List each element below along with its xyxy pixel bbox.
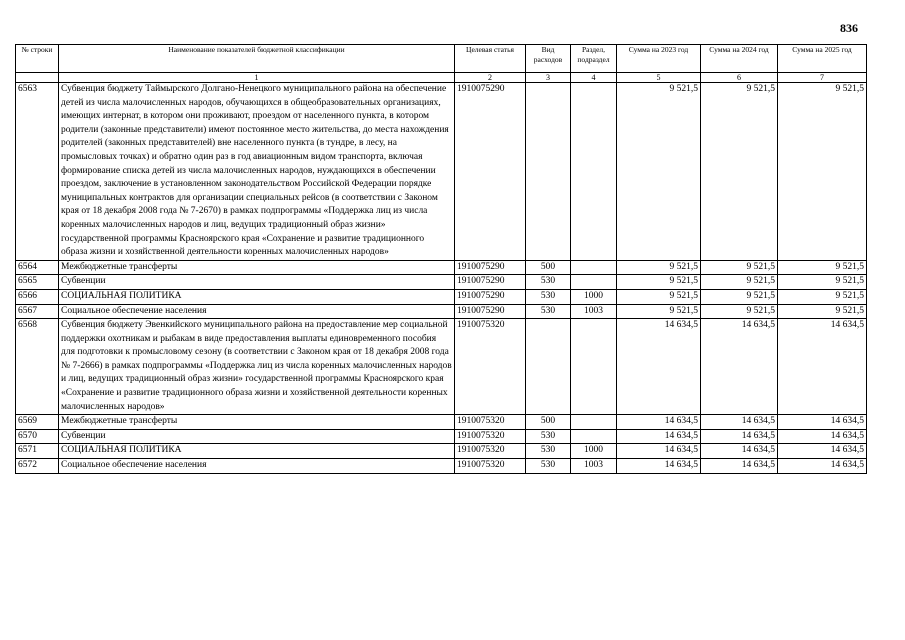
row-name: СОЦИАЛЬНАЯ ПОЛИТИКА <box>59 444 455 459</box>
row-name: Межбюджетные трансферты <box>59 260 455 275</box>
row-section <box>571 415 617 430</box>
row-name: Социальное обеспечение населения <box>59 304 455 319</box>
row-sum-2025: 9 521,5 <box>778 304 867 319</box>
row-target: 1910075290 <box>455 83 526 261</box>
row-section: 1003 <box>571 304 617 319</box>
row-name: Межбюджетные трансферты <box>59 415 455 430</box>
table-row <box>16 275 867 290</box>
row-section <box>571 319 617 415</box>
row-target: 1910075290 <box>455 289 526 304</box>
row-name: Социальное обеспечение населения <box>59 459 455 474</box>
row-name: СОЦИАЛЬНАЯ ПОЛИТИКА <box>59 289 455 304</box>
row-expense-type: 500 <box>526 260 571 275</box>
column-number-blank <box>16 73 59 83</box>
budget-table <box>15 44 867 474</box>
row-sum-2025: 9 521,5 <box>778 289 867 304</box>
row-sum-2024: 9 521,5 <box>701 260 778 275</box>
row-sum-2024: 14 634,5 <box>701 319 778 415</box>
row-expense-type: 500 <box>526 415 571 430</box>
row-sum-2025: 14 634,5 <box>778 415 867 430</box>
row-name: Субвенция бюджету Эвенкийского муниципального района на предоставление мер социальной поддержки охотникам и рыбакам в виде предоставления выплаты единовременного пособия для подготовки к промысловому сезону (в соответствии с Законом края от 18 декабря 2008 года № 7-2666) в рамках подпрограммы «Поддержка лиц из числа коренных малочисленных народов и лиц, ведущих традиционный образ жизни» государственной программы Красноярского края «Сохранение и развитие традиционного образа жизни и хозяйственной деятельности коренных малочисленных народов» <box>59 319 455 415</box>
row-sum-2024: 9 521,5 <box>701 83 778 261</box>
table-row <box>16 444 867 459</box>
row-expense-type: 530 <box>526 429 571 444</box>
row-sum-2025: 9 521,5 <box>778 260 867 275</box>
table-row <box>16 459 867 474</box>
row-target: 1910075320 <box>455 459 526 474</box>
row-number: 6563 <box>16 83 59 261</box>
row-target: 1910075320 <box>455 429 526 444</box>
row-sum-2023: 9 521,5 <box>617 275 701 290</box>
header-sum-2024: Сумма на 2024 год <box>701 45 778 73</box>
row-sum-2024: 9 521,5 <box>701 304 778 319</box>
row-sum-2025: 9 521,5 <box>778 83 867 261</box>
row-section: 1003 <box>571 459 617 474</box>
row-sum-2025: 14 634,5 <box>778 459 867 474</box>
row-section <box>571 260 617 275</box>
table-row <box>16 304 867 319</box>
row-sum-2024: 9 521,5 <box>701 275 778 290</box>
row-target: 1910075320 <box>455 415 526 430</box>
row-sum-2023: 9 521,5 <box>617 260 701 275</box>
row-sum-2023: 14 634,5 <box>617 459 701 474</box>
row-sum-2024: 14 634,5 <box>701 429 778 444</box>
table-row <box>16 260 867 275</box>
page-number: 836 <box>840 21 858 35</box>
header-expense-type: Вид расходов <box>526 45 571 73</box>
header-name: Наименование показателей бюджетной классификации <box>59 45 455 73</box>
column-number: 4 <box>571 73 617 83</box>
row-section: 1000 <box>571 289 617 304</box>
row-expense-type: 530 <box>526 289 571 304</box>
table-row <box>16 319 867 415</box>
column-number: 1 <box>59 73 455 83</box>
table-row <box>16 83 867 261</box>
row-name: Субвенции <box>59 275 455 290</box>
row-target: 1910075290 <box>455 304 526 319</box>
row-target: 1910075290 <box>455 275 526 290</box>
row-sum-2023: 9 521,5 <box>617 83 701 261</box>
column-number: 2 <box>455 73 526 83</box>
header-sum-2023: Сумма на 2023 год <box>617 45 701 73</box>
row-section: 1000 <box>571 444 617 459</box>
row-number: 6566 <box>16 289 59 304</box>
row-number: 6568 <box>16 319 59 415</box>
table-row <box>16 429 867 444</box>
row-number: 6572 <box>16 459 59 474</box>
column-number: 3 <box>526 73 571 83</box>
table-row <box>16 289 867 304</box>
column-number: 5 <box>617 73 701 83</box>
row-expense-type: 530 <box>526 304 571 319</box>
row-sum-2024: 14 634,5 <box>701 459 778 474</box>
table-row <box>16 415 867 430</box>
row-sum-2024: 14 634,5 <box>701 415 778 430</box>
column-number: 6 <box>701 73 778 83</box>
header-sum-2025: Сумма на 2025 год <box>778 45 867 73</box>
row-name: Субвенции <box>59 429 455 444</box>
row-sum-2025: 14 634,5 <box>778 429 867 444</box>
row-sum-2023: 14 634,5 <box>617 429 701 444</box>
column-number-row <box>16 73 867 83</box>
row-expense-type <box>526 83 571 261</box>
column-number: 7 <box>778 73 867 83</box>
row-sum-2023: 14 634,5 <box>617 444 701 459</box>
row-expense-type: 530 <box>526 444 571 459</box>
row-sum-2023: 14 634,5 <box>617 415 701 430</box>
row-sum-2023: 14 634,5 <box>617 319 701 415</box>
row-target: 1910075320 <box>455 444 526 459</box>
header-row <box>16 45 867 73</box>
row-name: Субвенция бюджету Таймырского Долгано-Ненецкого муниципального района на обеспечение детей из числа малочисленных народов, обучающихся в общеобразовательных организациях, имеющих интернат, в котором они проживают, проездом от населенного пункта, в котором родители (законные представители) имеют постоянное место жительства, до места нахождения родителей (законных представителей) вне населенного пункта (в тундре, в лесу, на промысловых точках) и обратно один раз в год авиационным видом транспорта, включая формирование списка детей из числа малочисленных народов, нуждающихся в обеспечении проездом, заключение в установленном законодательством Российской Федерации порядке муниципальных контрактов для организации специальных рейсов (в соответствии с Законом края от 18 декабря 2008 года № 7-2670) в рамках подпрограммы «Поддержка лиц из числа коренных малочисленных народов и лиц, ведущих традиционный образ жизни» государственной программы Красноярского края «Сохранение и развитие традиционного образа жизни и хозяйственной деятельности коренных малочисленных народов» <box>59 83 455 261</box>
row-number: 6569 <box>16 415 59 430</box>
row-sum-2023: 9 521,5 <box>617 304 701 319</box>
row-sum-2023: 9 521,5 <box>617 289 701 304</box>
header-target: Целевая статья <box>455 45 526 73</box>
header-section: Раздел, подраздел <box>571 45 617 73</box>
row-number: 6564 <box>16 260 59 275</box>
row-section <box>571 429 617 444</box>
header-row-no: № строки <box>16 45 59 73</box>
row-sum-2024: 9 521,5 <box>701 289 778 304</box>
row-expense-type: 530 <box>526 275 571 290</box>
row-number: 6565 <box>16 275 59 290</box>
row-sum-2025: 14 634,5 <box>778 444 867 459</box>
row-expense-type <box>526 319 571 415</box>
row-expense-type: 530 <box>526 459 571 474</box>
row-section <box>571 275 617 290</box>
row-sum-2024: 14 634,5 <box>701 444 778 459</box>
row-sum-2025: 9 521,5 <box>778 275 867 290</box>
row-section <box>571 83 617 261</box>
row-target: 1910075320 <box>455 319 526 415</box>
row-target: 1910075290 <box>455 260 526 275</box>
row-sum-2025: 14 634,5 <box>778 319 867 415</box>
row-number: 6571 <box>16 444 59 459</box>
row-number: 6570 <box>16 429 59 444</box>
row-number: 6567 <box>16 304 59 319</box>
